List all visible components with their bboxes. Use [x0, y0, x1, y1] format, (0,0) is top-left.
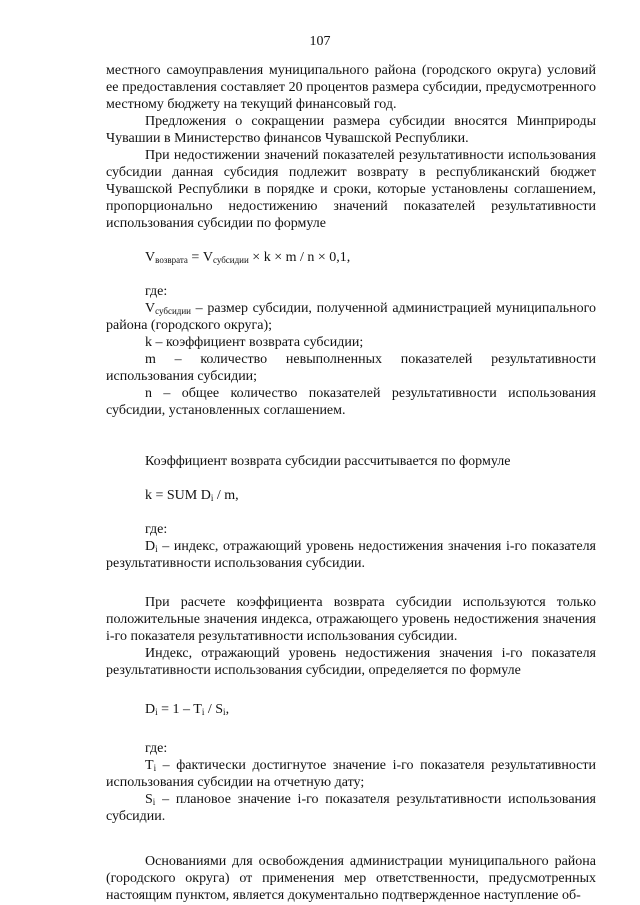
paragraph-return-condition: При недостижении значений показателей результативности использования субсидии данная субсидия подлежит возврату в республиканский бюджет Чувашской Республики в порядке и сроки, которые установлены соглашением, пропорционально недостижению значений показателей результативности использования субсидии по формуле — [106, 148, 596, 231]
definition-symbol: S — [145, 792, 153, 807]
formula-coefficient — [106, 487, 596, 504]
formula-text: = 1 – T — [157, 702, 202, 717]
formula-text: , — [225, 702, 230, 717]
paragraph-grounds: Основаниями для освобождения администрации муниципального района (городского округа) от применения мер ответственности, предусмотренных настоящим пунктом, является документально подтвержденное наступление об- — [106, 854, 596, 903]
definition-subscript: i — [153, 763, 157, 773]
definition-k: k – коэффициент возврата субсидии; — [145, 335, 364, 350]
formula-text: k = SUM D — [145, 488, 211, 503]
where-label: где: — [145, 741, 168, 756]
formula-subscript: i — [155, 707, 158, 717]
formula-subscript: i — [201, 707, 205, 717]
where-label: где: — [145, 284, 168, 299]
definition-text: – фактически достигнутое значение i-го показателя результативности использования субсидии на отчетную дату; — [106, 758, 596, 790]
formula-subscript: i — [223, 707, 226, 717]
formula-return-amount — [106, 249, 596, 266]
definition-subscript: i — [155, 544, 158, 554]
definition-ti — [106, 757, 596, 791]
definition-n: n – общее количество показателей результативности использования субсидии, установленных соглашением. — [106, 386, 596, 418]
definition-text: – индекс, отражающий уровень недостижения значения i-го показателя результативности использования субсидии. — [106, 539, 596, 571]
paragraph-index: Индекс, отражающий уровень недостижения значения i-го показателя результативности использования субсидии, определяется по формуле — [106, 646, 596, 678]
formula-index — [106, 701, 596, 718]
where-label: где: — [145, 522, 168, 537]
formula-subscript: субсидии — [212, 255, 249, 265]
definition-subsidy — [106, 300, 596, 334]
paragraph-proposals: Предложения о сокращении размера субсидии вносятся Минприроды Чувашии в Министерство финансов Чувашской Республики. — [106, 114, 596, 146]
definition-text: – плановое значение i-го показателя результативности использования субсидии. — [106, 792, 596, 824]
definition-subscript: субсидии — [155, 306, 191, 316]
definition-text: – размер субсидии, полученной администрацией муниципального района (городского округа); — [106, 301, 596, 333]
formula-text: / m, — [213, 488, 239, 503]
paragraph-positive-values: При расчете коэффициента возврата субсидии используются только положительные значения индекса, отражающего уровень недостижения значения i-го показателя результативности использования субсидии. — [106, 595, 596, 644]
paragraph-continuation: местного самоуправления муниципального района (городского округа) условий ее предоставления составляет 20 процентов размера субсидии, предусмотренного местному бюджету на текущий финансовый год. — [106, 63, 596, 112]
formula-text: = V — [187, 250, 213, 265]
definition-subscript: i — [152, 797, 156, 807]
formula-symbol: D — [145, 702, 156, 717]
formula-text: × k × m / n × 0,1, — [248, 250, 351, 265]
definition-symbol: V — [145, 301, 156, 316]
formula-subscript: возврата — [155, 255, 188, 265]
formula-subscript: i — [210, 493, 214, 503]
page-number: 107 — [309, 34, 331, 49]
formula-text: / S — [204, 702, 224, 717]
definition-di — [106, 538, 596, 572]
definition-symbol: D — [145, 539, 156, 554]
page-body — [106, 62, 596, 904]
definition-si — [106, 791, 596, 825]
definition-symbol: T — [145, 758, 154, 773]
formula-symbol: V — [145, 250, 156, 265]
paragraph-coefficient: Коэффициент возврата субсидии рассчитывается по формуле — [145, 454, 511, 469]
definition-m: m – количество невыполненных показателей результативности использования субсидии; — [106, 352, 596, 384]
